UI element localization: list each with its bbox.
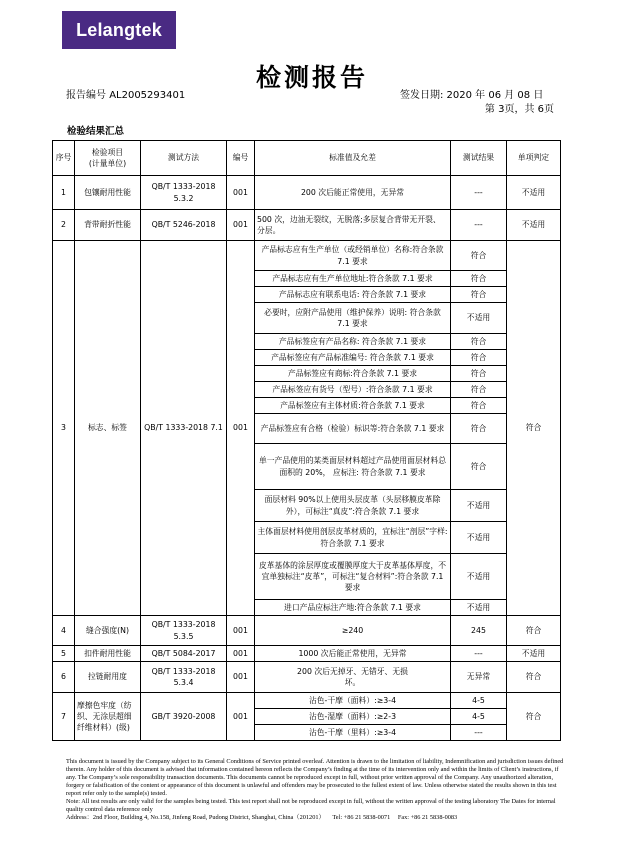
cell-verdict: 不适用 <box>507 210 561 241</box>
cell-standard: ≥240 <box>255 616 451 646</box>
report-title: 检测报告 <box>255 63 368 92</box>
cell-code: 001 <box>227 210 255 241</box>
footer-tel: Tel: +86 21 5838-0071 <box>332 814 391 822</box>
cell-result: 符合 <box>451 241 507 271</box>
cell-result: 符合 <box>451 350 507 366</box>
cell-standard: 必要时，应附产品使用（维护保养）说明: 符合条款 7.1 要求 <box>255 303 451 334</box>
cell-verdict: 不适用 <box>507 646 561 662</box>
cell-standard: 产品标签应有合格（检验）标识等:符合条款 7.1 要求 <box>255 414 451 444</box>
cell-result: 无异常 <box>451 662 507 693</box>
col-header-method: 测试方法 <box>141 141 227 176</box>
cell-standard: 200 次后无掉牙、无错牙、无损坏。 <box>255 662 451 693</box>
cell-code: 001 <box>227 616 255 646</box>
cell-standard: 单一产品使用的某类面层材料超过产品使用面层材料总面积的 20%， 应标注: 符合条款 7.1 要求 <box>255 444 451 490</box>
col-header-item: 检验项目 (计量单位) <box>75 141 141 176</box>
cell-item: 摩擦色牢度（纺织、无涂层超细纤维材料）(级) <box>75 693 141 741</box>
cell-standard: 产品标签应有产品标准编号: 符合条款 7.1 要求 <box>255 350 451 366</box>
results-table <box>52 140 561 741</box>
cell-method: QB/T 5246-2018 <box>141 210 227 241</box>
footer <box>66 758 566 822</box>
cell-result: 符合 <box>451 366 507 382</box>
cell-method: QB/T 1333-2018 5.3.4 <box>141 662 227 693</box>
cell-standard: 主体面层材料使用剖层皮革材质的，宜标注“剖层”字样:符合条款 7.1 要求 <box>255 522 451 554</box>
cell-method: QB/T 5084-2017 <box>141 646 227 662</box>
cell-result: 符合 <box>451 382 507 398</box>
cell-result: --- <box>451 176 507 210</box>
col-header-no: 序号 <box>53 141 75 176</box>
col-header-verdict: 单项判定 <box>507 141 561 176</box>
cell-item: 标志、标签 <box>75 241 141 616</box>
cell-result: 不适用 <box>451 554 507 600</box>
cell-no: 5 <box>53 646 75 662</box>
footer-address: Address：2nd Floor, Building 4, No.158, Jinfeng Road, Pudong District, Shanghai, China（201201） <box>66 814 325 822</box>
cell-result: 不适用 <box>451 600 507 616</box>
footer-fax: Fax: +86 21 5838-0083 <box>397 814 458 822</box>
cell-standard: 200 次后能正常使用，无异常 <box>255 176 451 210</box>
cell-standard: 沾色-干摩（里料）:≥3-4 <box>255 725 451 741</box>
cell-item: 拉链耐用度 <box>75 662 141 693</box>
cell-result: --- <box>451 646 507 662</box>
cell-standard: 皮革基体的涂层厚度或覆膜厚度大于皮革基体厚度，不宜单独标注“皮革”，可标注“复合材料”:符合条款 7.1 要求 <box>255 554 451 600</box>
cell-no: 3 <box>53 241 75 616</box>
table-row <box>53 210 561 241</box>
cell-no: 7 <box>53 693 75 741</box>
table-row <box>53 176 561 210</box>
report-number <box>66 86 185 101</box>
cell-result: 符合 <box>451 414 507 444</box>
cell-result: 符合 <box>451 334 507 350</box>
cell-code: 001 <box>227 176 255 210</box>
cell-result: 符合 <box>451 271 507 287</box>
cell-result: --- <box>451 725 507 741</box>
cell-result: 符合 <box>451 287 507 303</box>
cell-verdict: 符合 <box>507 241 561 616</box>
cell-standard: 进口产品应标注产地:符合条款 7.1 要求 <box>255 600 451 616</box>
cell-result: 245 <box>451 616 507 646</box>
cell-standard: 产品标签应有货号（型号）:符合条款 7.1 要求 <box>255 382 451 398</box>
table-row <box>53 693 561 709</box>
report-number-label: 报告编号 <box>66 90 106 101</box>
cell-standard: 面层材料 90%以上使用头层皮革（头层移膜皮革除外），可标注“真皮”:符合条款 7.1 要求 <box>255 490 451 522</box>
cell-result: 不适用 <box>451 303 507 334</box>
cell-code: 001 <box>227 241 255 616</box>
cell-item: 扣件耐用性能 <box>75 646 141 662</box>
page-info: 第 3页，共 6页 <box>484 104 554 115</box>
issue-date: 签发日期: 2020 年 06 月 08 日 <box>400 90 544 101</box>
cell-result: 符合 <box>451 444 507 490</box>
footer-note: Note: All test results are only valid for the samples being tested. This test report shall not be reproduced except in full, without the written approval of the testing laboratory The Dates for internal quality control data reference only <box>66 798 556 814</box>
cell-no: 4 <box>53 616 75 646</box>
report-number-value: AL2005293401 <box>109 90 186 101</box>
table-row <box>53 662 561 693</box>
cell-standard: 产品标志应有生产单位地址:符合条款 7.1 要求 <box>255 271 451 287</box>
table-row <box>53 241 561 271</box>
cell-item: 背带耐折性能 <box>75 210 141 241</box>
cell-code: 001 <box>227 662 255 693</box>
cell-code: 001 <box>227 646 255 662</box>
cell-item: 缝合强度(N) <box>75 616 141 646</box>
cell-code: 001 <box>227 693 255 741</box>
cell-method: QB/T 1333-2018 5.3.2 <box>141 176 227 210</box>
col-header-standard: 标准值及允差 <box>255 141 451 176</box>
cell-verdict: 符合 <box>507 616 561 646</box>
cell-standard: 产品标签应有商标:符合条款 7.1 要求 <box>255 366 451 382</box>
cell-method: GB/T 3920-2008 <box>141 693 227 741</box>
table-row <box>53 616 561 646</box>
cell-verdict: 符合 <box>507 662 561 693</box>
cell-result: 4-5 <box>451 693 507 709</box>
cell-method: QB/T 1333-2018 7.1 <box>141 241 227 616</box>
cell-standard: 产品标志应有生产单位（或经销单位）名称:符合条款 7.1 要求 <box>255 241 451 271</box>
cell-standard: 1000 次后能正常使用，无异常 <box>255 646 451 662</box>
footer-disclaimer: This document is issued by the Company subject to its General Conditions of Service printed overleaf. Attention is drawn to the limitation of liability, Indemnification and jurisdiction issues defined therein. Any holder of this document is advised that information contained hereon reflects the Company’s finding at the time of its intervention only and within the limits of Client’s instructions, if any. The Company’s sole responsibility transaction documents. This documents cannot be reproduced except in full, without prior written approval of the Company. Any unauthorized alteration, forgery or falsification of the content or appearance of this document is unlawful and offenders may be prosecuted to the fullest extent of law. Unless otherwise stated the results shown in this test report refer only to the sample(s) tested. <box>66 758 564 798</box>
section-title: 检验结果汇总 <box>67 126 125 137</box>
cell-standard: 产品标志应有联系电话: 符合条款 7.1 要求 <box>255 287 451 303</box>
cell-no: 1 <box>53 176 75 210</box>
footer-contact <box>66 814 566 822</box>
table-row <box>53 646 561 662</box>
cell-result: --- <box>451 210 507 241</box>
company-logo: Lelangtek <box>62 11 176 49</box>
cell-no: 2 <box>53 210 75 241</box>
table-header-row <box>53 141 561 176</box>
cell-standard: 产品标签应有主体材质:符合条款 7.1 要求 <box>255 398 451 414</box>
col-header-result: 测试结果 <box>451 141 507 176</box>
cell-no: 6 <box>53 662 75 693</box>
cell-standard: 500 次，边油无裂纹，无脱落;多层复合背带无开裂、分层。 <box>255 210 451 241</box>
cell-verdict: 不适用 <box>507 176 561 210</box>
cell-standard: 沾色-湿摩（面料）:≥2-3 <box>255 709 451 725</box>
cell-result: 不适用 <box>451 490 507 522</box>
cell-result: 4-5 <box>451 709 507 725</box>
cell-standard: 沾色-干摩（面料）:≥3-4 <box>255 693 451 709</box>
cell-result: 符合 <box>451 398 507 414</box>
cell-verdict: 符合 <box>507 693 561 741</box>
cell-result: 不适用 <box>451 522 507 554</box>
col-header-code: 编号 <box>227 141 255 176</box>
cell-standard: 产品标签应有产品名称: 符合条款 7.1 要求 <box>255 334 451 350</box>
cell-method: QB/T 1333-2018 5.3.5 <box>141 616 227 646</box>
cell-item: 包镶耐用性能 <box>75 176 141 210</box>
